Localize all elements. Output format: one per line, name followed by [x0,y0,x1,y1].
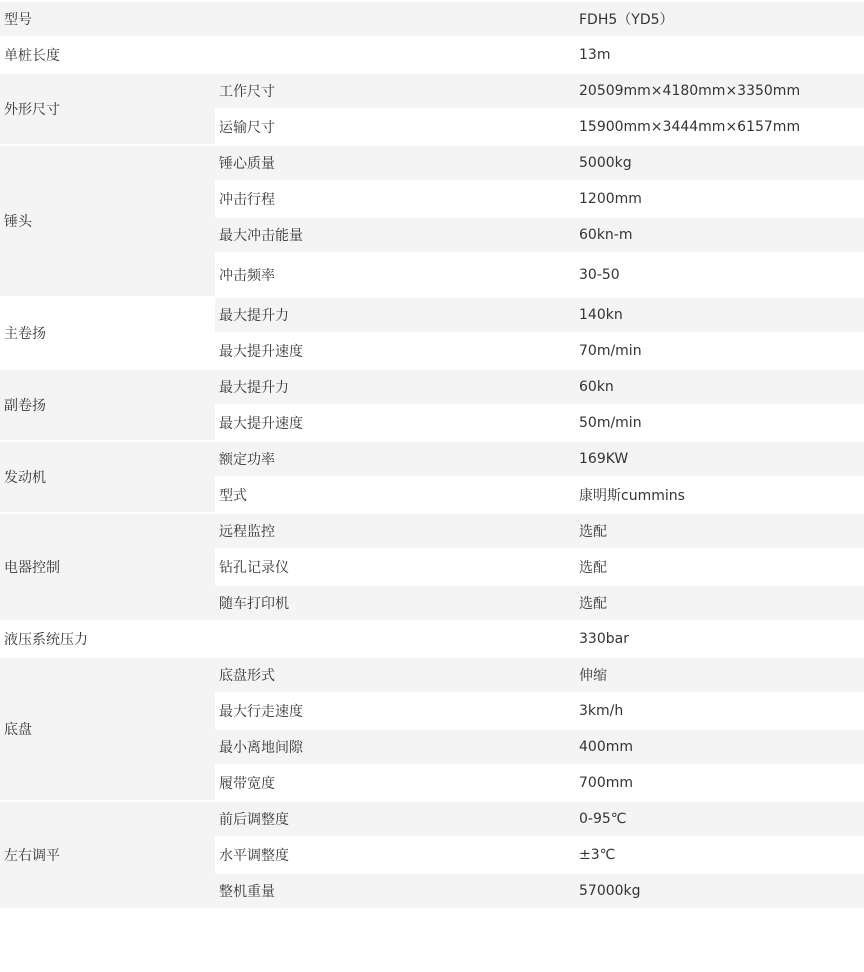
spec-value: 3km/h [575,694,864,728]
spec-value: 选配 [575,550,864,584]
table-row [0,146,864,180]
spec-value: 50m/min [575,406,864,440]
spec-value: 伸缩 [575,658,864,692]
spec-label: 最大提升力 [215,370,575,404]
spec-value: 13m [575,38,864,72]
spec-label: 冲击行程 [215,182,575,216]
table-row [0,442,864,476]
spec-group-label: 电器控制 [0,514,215,620]
spec-group-label: 发动机 [0,442,215,512]
spec-label: 最大行走速度 [215,694,575,728]
spec-label: 额定功率 [215,442,575,476]
spec-value: 140kn [575,298,864,332]
spec-group-label: 底盘 [0,658,215,800]
spec-label: 随车打印机 [215,586,575,620]
spec-value: 169KW [575,442,864,476]
table-row [0,2,864,36]
table-row [0,38,864,72]
table-row [0,658,864,692]
spec-label: 型式 [215,478,575,512]
spec-label: 工作尺寸 [215,74,575,108]
spec-value: 15900mm×3444mm×6157mm [575,110,864,144]
spec-label: 钻孔记录仪 [215,550,575,584]
spec-group-label: 左右调平 [0,802,215,908]
spec-value: 选配 [575,586,864,620]
spec-group-label: 外形尺寸 [0,74,215,144]
spec-label: 最大提升力 [215,298,575,332]
table-row [0,802,864,836]
spec-group-label: 主卷扬 [0,298,215,368]
table-row [0,622,864,656]
spec-value: 57000kg [575,874,864,908]
table-row [0,514,864,548]
spec-label: 水平调整度 [215,838,575,872]
spec-single-label: 单桩长度 [0,38,575,72]
spec-value: 330bar [575,622,864,656]
spec-single-label: 型号 [0,2,575,36]
spec-value: 60kn-m [575,218,864,252]
spec-label: 最小离地间隙 [215,730,575,764]
table-row [0,370,864,404]
spec-label: 整机重量 [215,874,575,908]
spec-group-label: 副卷扬 [0,370,215,440]
spec-value: FDH5（YD5） [575,2,864,36]
spec-label: 最大冲击能量 [215,218,575,252]
spec-label: 冲击频率 [215,254,575,296]
spec-value: 选配 [575,514,864,548]
spec-single-label: 液压系统压力 [0,622,575,656]
spec-value: ±3℃ [575,838,864,872]
spec-value: 30-50 [575,254,864,296]
spec-value: 1200mm [575,182,864,216]
spec-value: 70m/min [575,334,864,368]
spec-value: 5000kg [575,146,864,180]
spec-label: 远程监控 [215,514,575,548]
spec-label: 底盘形式 [215,658,575,692]
spec-label: 运输尺寸 [215,110,575,144]
spec-value: 700mm [575,766,864,800]
table-row [0,74,864,108]
spec-value: 0-95℃ [575,802,864,836]
spec-group-label: 锤头 [0,146,215,296]
spec-value: 60kn [575,370,864,404]
spec-value: 400mm [575,730,864,764]
spec-value: 康明斯cummins [575,478,864,512]
spec-value: 20509mm×4180mm×3350mm [575,74,864,108]
spec-label: 履带宽度 [215,766,575,800]
spec-label: 最大提升速度 [215,406,575,440]
spec-label: 前后调整度 [215,802,575,836]
spec-label: 最大提升速度 [215,334,575,368]
spec-label: 锤心质量 [215,146,575,180]
table-row [0,298,864,332]
